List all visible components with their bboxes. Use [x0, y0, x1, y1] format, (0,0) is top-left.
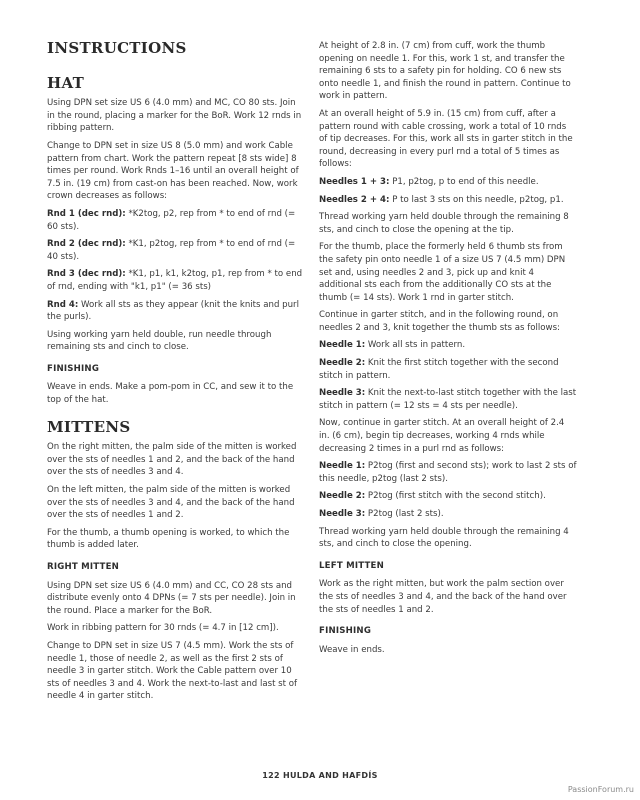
right-mitten-paragraph-2: Work in ribbing pattern for 30 rnds (= 4.7 in [12 cm]).: [47, 623, 279, 634]
thumb-opening-paragraph: At height of 2.8 in. (7 cm) from cuff, work the thumb opening on needle 1. For this, work 1 st, and transfer the remaining 6 sts to a safety pin for holding. CO 6 new sts onto needle 1, and finish the round in pattern. Continue to work in pattern.: [319, 41, 571, 102]
left-column: [47, 36, 303, 708]
dec-needle-3: [319, 508, 577, 521]
right-mitten-heading: RIGHT MITTEN: [47, 562, 120, 572]
needles-1-3-label: Needles 1 + 3:: [319, 176, 390, 187]
needles-1-3: [319, 176, 577, 189]
rnd-4-text: Work all sts as they appear (knit the knits and purl the purls).: [47, 299, 299, 323]
thumb-needle-1-label: Needle 1:: [319, 340, 366, 351]
right-mitten-paragraph-3: Change to DPN set in size US 7 (4.5 mm). Work the sts of needle 1, those of needle 2, as well as the first 2 sts of needle 3 in garter stitch. Work the Cable pattern over 10 sts of needles 3 and 4. Work the next-to-last and last st of needle 4 in garter stitch.: [47, 640, 298, 702]
right-column: [319, 40, 577, 661]
mittens-finishing-text: Weave in ends.: [319, 644, 385, 655]
mittens-finishing-heading: FINISHING: [319, 626, 372, 637]
garter-continue-paragraph: Continue in garter stitch, and in the following round, on needles 2 and 3, knit together the thumb sts as follows:: [319, 310, 560, 333]
thumb-needle-1: [319, 339, 577, 352]
thumb-needle-2: [319, 357, 577, 382]
rnd-4-label: Rnd 4:: [47, 299, 79, 310]
thumb-needle-2-label: Needle 2:: [319, 358, 366, 369]
thumb-paragraph: For the thumb, place the formerly held 6 thumb sts from the safety pin onto needle 1 of a size US 7 (4.5 mm) DPN set and, using needles 2 and 3, pick up and knit 4 additional sts each from the additionally CO sts at the thumb (= 14 sts). Work 1 rnd in garter stitch.: [319, 242, 566, 303]
dec-needle-2-text: P2tog (first stitch with the second stitch).: [365, 491, 546, 502]
thread-yarn-paragraph: Thread working yarn held double through the remaining 8 sts, and cinch to close the opening at the tip.: [319, 212, 569, 235]
rnd-2-text: *K1, p2tog, rep from * to end of rnd (= 40 sts).: [47, 239, 296, 262]
needles-1-3-text: P1, p2tog, p to end of this needle.: [389, 176, 539, 187]
thumb-needle-3-label: Needle 3:: [319, 388, 366, 399]
hat-paragraph-1: Using DPN set size US 6 (4.0 mm) and MC, CO 80 sts. Join in the round, placing a marker for the BoR. Work 12 rnds in ribbing pattern.: [47, 98, 302, 134]
right-mitten-paragraph-1: Using DPN set size US 6 (4.0 mm) and CC, CO 28 sts and distribute evenly onto 4 DPNs (= 7 sts per needle). Join in the round. Place a marker for the BoR.: [47, 580, 296, 616]
instructions-heading: INSTRUCTIONS: [47, 39, 187, 57]
left-mitten-heading: LEFT MITTEN: [319, 560, 385, 571]
hat-finishing-heading: FINISHING: [47, 363, 100, 374]
tip-decrease-paragraph: At an overall height of 5.9 in. (15 cm) from cuff, after a pattern round with cable crossing, work a total of 10 rnds of tip decreases. For this, work all sts in garter stitch in the round, decreasing in every purl rnd a total of 5 times as follows:: [319, 108, 573, 170]
rnd-4: [47, 299, 303, 324]
rnd-1-text: *K2tog, p2, rep from * to end of rnd (= 60 sts).: [47, 208, 296, 232]
mittens-paragraph-2: On the left mitten, the palm side of the mitten is worked over the sts of needles 3 and 4, and the back of the hand over the sts of needles 1 and 2.: [47, 485, 295, 521]
hat-paragraph-2: Change to DPN set in size US 8 (5.0 mm) and work Cable pattern from chart. Work the pattern repeat [8 sts wide] 8 times per round. Work Rnds 1–16 until an overall height of 7.5 in. (19 cm) from cast-on has been reached. Now, work crown decreases as follows:: [47, 140, 299, 202]
rnd-3: [47, 268, 303, 293]
thumb-needle-3: [319, 387, 577, 412]
hat-paragraph-3: Using working yarn held double, run needle through remaining sts and cinch to close.: [47, 329, 272, 353]
page-footer: 122 HULDA AND HAFDÍS: [262, 771, 378, 780]
mittens-paragraph-1: On the right mitten, the palm side of the mitten is worked over the sts of needles 1 and 2, and the back of the hand over the sts of needles 3 and 4.: [47, 442, 297, 478]
thumb-decrease-paragraph: Now, continue in garter stitch. At an overall height of 2.4 in. (6 cm), begin tip decreases, working 4 rnds while decreasing 2 times in a purl rnd as follows:: [319, 418, 565, 454]
rnd-3-text: *K1, p1, k1, k2tog, p1, rep from * to end of rnd, ending with "k1, p1" (= 36 sts): [47, 269, 303, 292]
dec-needle-3-text: P2tog (last 2 sts).: [365, 509, 444, 519]
rnd-2-label: Rnd 2 (dec rnd):: [47, 239, 126, 250]
dec-needle-2-label: Needle 2:: [319, 491, 366, 502]
mittens-paragraph-3: For the thumb, a thumb opening is worked, to which the thumb is added later.: [47, 527, 290, 551]
thumb-close-paragraph: Thread working yarn held double through the remaining 4 sts, and cinch to close the opening.: [319, 526, 569, 550]
rnd-1: [47, 208, 303, 233]
needles-2-4-label: Needles 2 + 4:: [319, 194, 390, 205]
thumb-needle-1-text: Work all sts in pattern.: [365, 340, 466, 351]
rnd-3-label: Rnd 3 (dec rnd):: [47, 269, 126, 280]
dec-needle-1: [319, 460, 577, 485]
hat-heading: HAT: [47, 73, 85, 92]
rnd-1-label: Rnd 1 (dec rnd):: [47, 208, 126, 219]
watermark: PassionForum.ru: [567, 785, 634, 794]
mittens-heading: MITTENS: [47, 417, 131, 436]
dec-needle-3-label: Needle 3:: [319, 509, 366, 519]
left-mitten-text: Work as the right mitten, but work the palm section over the sts of needles 3 and 4, and the back of the hand over the sts of needles 1 and 2.: [319, 579, 567, 615]
thumb-needle-2-text: Knit the first stitch together with the second stitch in pattern.: [319, 358, 559, 381]
dec-needle-1-label: Needle 1:: [319, 461, 366, 472]
needles-2-4: [319, 194, 577, 207]
hat-finishing-text: Weave in ends. Make a pom-pom in CC, and sew it to the top of the hat.: [47, 382, 294, 406]
rnd-2: [47, 238, 303, 263]
dec-needle-1-text: P2tog (first and second sts); work to last 2 sts of this needle, p2tog (last 2 sts).: [319, 461, 577, 484]
dec-needle-2: [319, 490, 577, 503]
thumb-needle-3-text: Knit the next-to-last stitch together with the last stitch in pattern (= 12 sts = 4 sts per needle).: [319, 388, 577, 411]
needles-2-4-text: P to last 3 sts on this needle, p2tog, p1.: [389, 194, 564, 205]
